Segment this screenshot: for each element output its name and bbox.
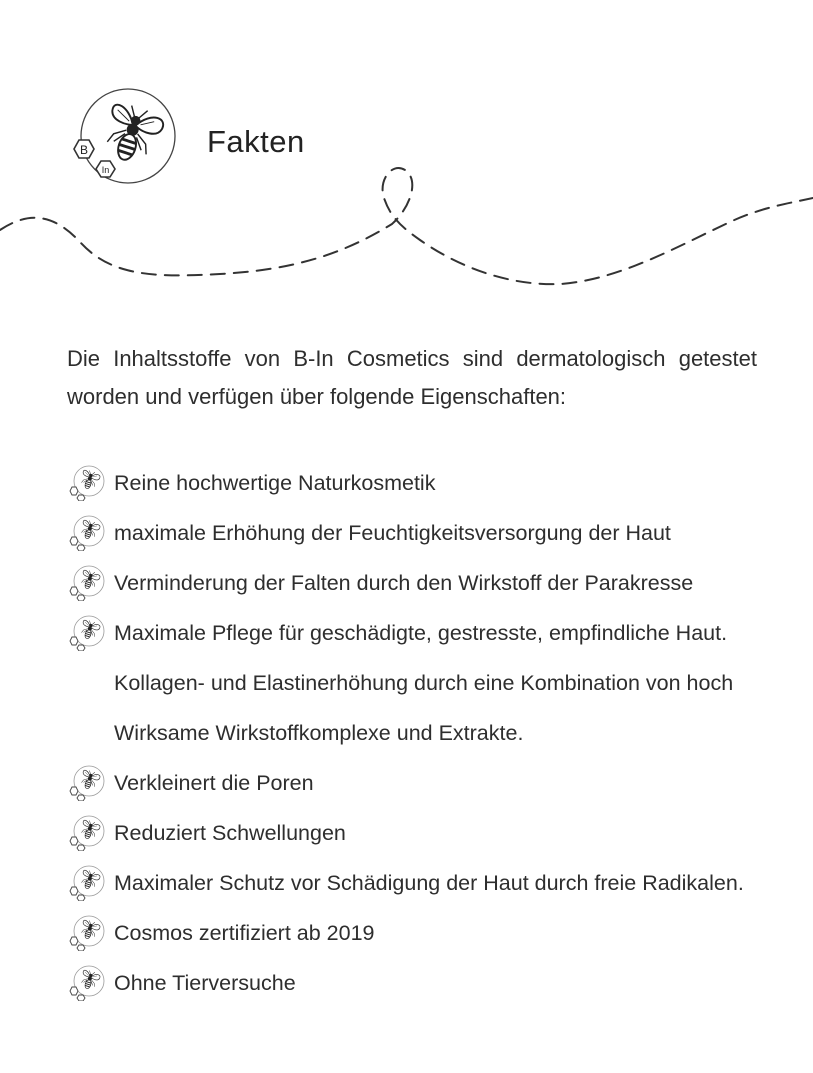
logo-letter-in: In: [101, 165, 110, 175]
fact-text: maximale Erhöhung der Feuchtigkeitsversorgung der Haut: [114, 521, 671, 545]
list-item-continuation: [66, 661, 786, 711]
list-item: [66, 511, 786, 561]
facts-list: [66, 461, 786, 1011]
page-title: Fakten: [207, 124, 305, 159]
bee-bullet-icon: [66, 565, 106, 601]
bee-bullet-icon: [66, 765, 106, 801]
list-item: [66, 611, 786, 661]
intro-section: [67, 340, 757, 416]
bee-bullet-icon: [66, 615, 106, 651]
fact-text: Reine hochwertige Naturkosmetik: [114, 471, 436, 495]
bee-bullet-icon: [66, 865, 106, 901]
bee-bullet-icon: [66, 915, 106, 951]
list-item: [66, 561, 786, 611]
fact-text: Maximaler Schutz vor Schädigung der Haut durch freie Radikalen.: [114, 871, 744, 895]
bee-bullet-icon: [66, 815, 106, 851]
bee-bullet-icon: [66, 515, 106, 551]
logo-letter-b: B: [79, 143, 89, 157]
fact-text: Reduziert Schwellungen: [114, 821, 346, 845]
fact-text: Kollagen- und Elastinerhöhung durch eine Kombination von hoch: [114, 671, 734, 695]
intro-text: Die Inhaltsstoffe von B-In Cosmetics sind dermatologisch getestet worden und verfügen über folgende Eigenschaften:: [67, 346, 757, 409]
list-item: [66, 811, 786, 861]
fact-text: Cosmos zertifiziert ab 2019: [114, 921, 375, 945]
fact-text: Ohne Tierversuche: [114, 971, 296, 995]
list-item: [66, 761, 786, 811]
fact-text: Verkleinert die Poren: [114, 771, 314, 795]
bee-bullet-icon: [66, 465, 106, 501]
list-item-continuation: [66, 711, 786, 761]
bee-flight-path: [0, 160, 813, 300]
bee-bullet-icon: [66, 965, 106, 1001]
fact-text: Maximale Pflege für geschädigte, gestresste, empfindliche Haut.: [114, 621, 728, 645]
fact-text: Wirksame Wirkstoffkomplexe und Extrakte.: [114, 721, 524, 745]
list-item: [66, 911, 786, 961]
list-item: [66, 461, 786, 511]
list-item: [66, 961, 786, 1011]
fact-text: Verminderung der Falten durch den Wirkstoff der Parakresse: [114, 571, 694, 595]
list-item: [66, 861, 786, 911]
